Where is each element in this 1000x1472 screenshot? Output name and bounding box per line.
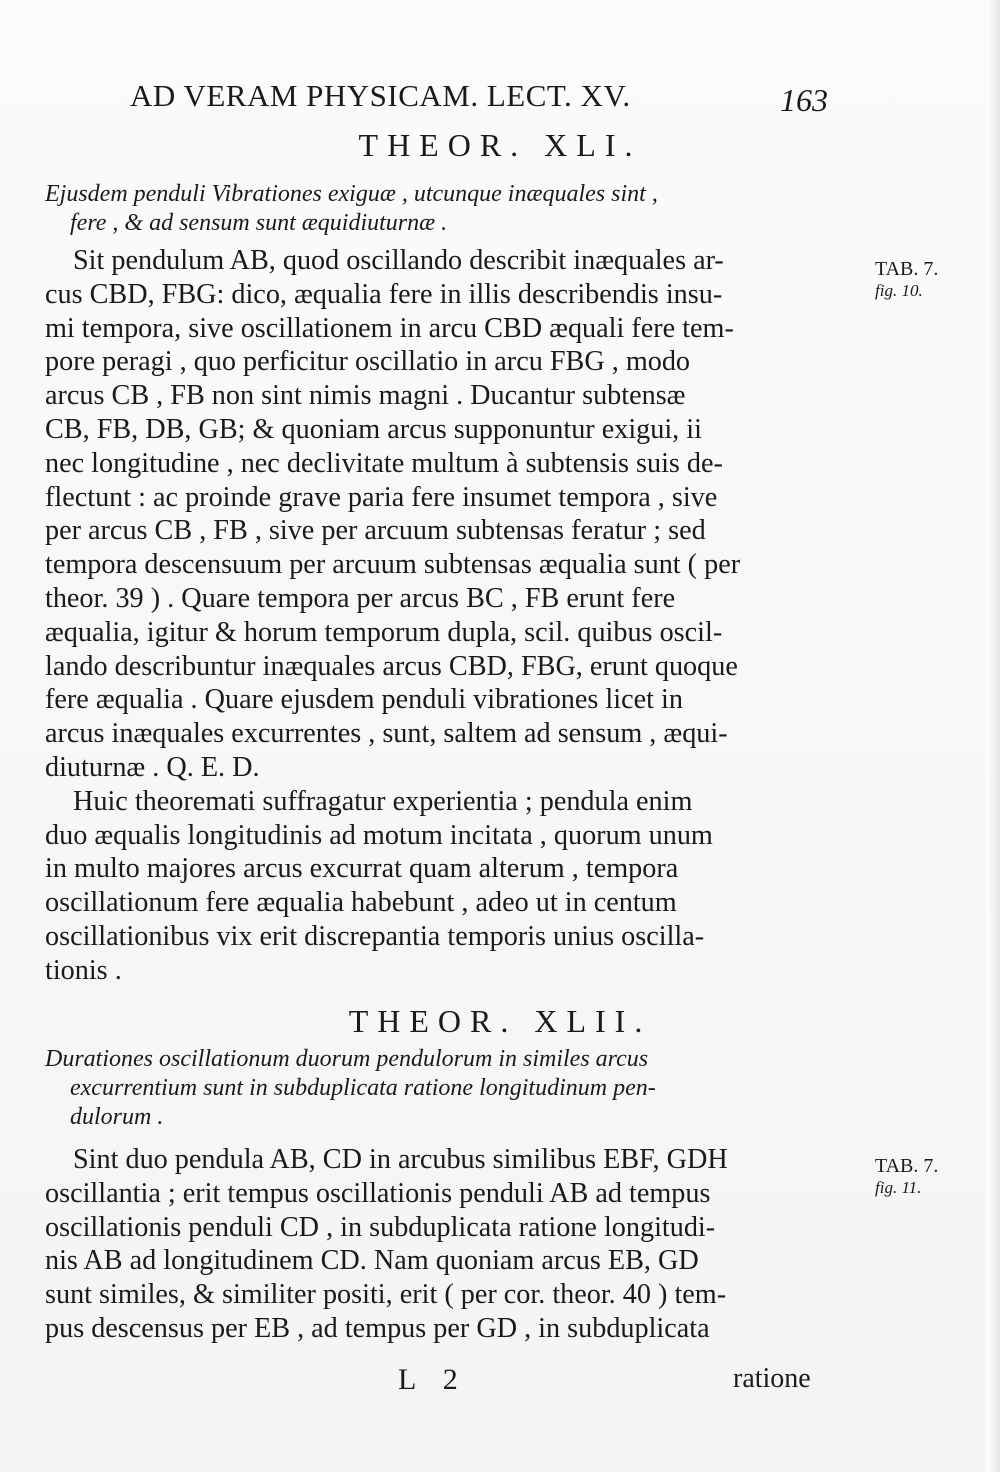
enunciation-line: excurrentium sunt in subduplicata ratione longitudinum pen- (70, 1075, 656, 1101)
text-line: oscillationis penduli CD , in subduplicata ratione longitudi- (45, 1211, 716, 1243)
enunciation-line: fere , & ad sensum sunt æquidiuturnæ . (70, 210, 448, 236)
text-line: oscillationibus vix erit discrepantia temporis unius oscilla- (45, 920, 705, 952)
text-line: per arcus CB , FB , sive per arcuum subtensas feratur ; sed (45, 515, 706, 547)
enunciation-line: Durationes oscillationum duorum pendulorum in similes arcus (45, 1046, 649, 1072)
text-line: in multo majores arcus excurrat quam alterum , tempora (45, 853, 679, 885)
figure-reference: fig. 11. (875, 1178, 922, 1197)
text-line: fere æqualia . Quare ejusdem penduli vibrationes licet in (45, 684, 683, 716)
enunciation-line: dulorum . (70, 1104, 164, 1130)
text-line: mi tempora, sive oscillationem in arcu CBD æquali fere tem- (45, 312, 734, 344)
text-line: pus descensus per EB , ad tempus per GD , in subduplicata (45, 1312, 710, 1344)
running-head: AD VERAM PHYSICAM. LECT. XV. (130, 78, 631, 113)
text-line: sunt similes, & similiter positi, erit ( per cor. theor. 40 ) tem- (45, 1279, 727, 1311)
theorem-42-proof (45, 1143, 875, 1346)
text-line: nec longitudine , nec declivitate multum à subtensis suis de- (45, 447, 723, 479)
theorem-41-title: THEOR. XLI. (358, 127, 642, 163)
enunciation-line: Ejusdem penduli Vibrationes exiguæ , utcunque inæquales sint , (45, 181, 658, 207)
text-line: Sint duo pendula AB, CD in arcubus similibus EBF, GDH (73, 1144, 728, 1175)
theorem-42-side-note (875, 1155, 985, 1199)
theorem-42-enunciation (45, 1045, 875, 1132)
theorem-41-side-note (875, 258, 985, 302)
tab-reference: TAB. 7. (875, 258, 939, 280)
text-line: lando describuntur inæquales arcus CBD, FBG, erunt quoque (45, 650, 738, 682)
text-line: cus CBD, FBG: dico, æqualia fere in illis describendis insu- (45, 278, 723, 310)
text-line: duo æqualis longitudinis ad motum incitata , quorum unum (45, 819, 713, 851)
page-number: 163 (780, 82, 828, 118)
text-line: arcus CB , FB non sint nimis magni . Ducantur subtensæ (45, 380, 686, 412)
text-line: arcus inæquales excurrentes , sunt, saltem ad sensum , æqui- (45, 718, 728, 750)
text-line: Sit pendulum AB, quod oscillando describit inæquales ar- (73, 245, 724, 276)
signature-mark: L 2 (398, 1363, 468, 1396)
theorem-41-enunciation (45, 180, 875, 238)
page-gutter-shadow (986, 0, 1000, 1472)
text-line: tionis . (45, 954, 122, 986)
text-line: æqualia, igitur & horum temporum dupla, scil. quibus oscil- (45, 616, 723, 648)
text-line: theor. 39 ) . Quare tempora per arcus BC , FB erunt fere (45, 582, 676, 614)
text-line: nis AB ad longitudinem CD. Nam quoniam arcus EB, GD (45, 1245, 699, 1277)
theorem-42-title: THEOR. XLII. (348, 1003, 652, 1039)
text-line: CB, FB, DB, GB; & quoniam arcus supponuntur exigui, ii (45, 413, 702, 445)
text-line: oscillationum fere æqualia habebunt , adeo ut in centum (45, 887, 677, 919)
catchword: ratione (733, 1363, 811, 1394)
text-line: Huic theoremati suffragatur experientia ; pendula enim (73, 785, 693, 817)
text-line: diuturnæ . Q. E. D. (45, 751, 260, 783)
text-line: pore peragi , quo perficitur oscillatio in arcu FBG , modo (45, 346, 691, 378)
theorem-41-proof (45, 244, 875, 988)
tab-reference: TAB. 7. (875, 1155, 939, 1177)
text-line: flectunt : ac proinde grave paria fere insumet tempora , sive (45, 481, 718, 513)
figure-reference: fig. 10. (875, 281, 923, 300)
text-line: oscillantia ; erit tempus oscillationis penduli AB ad tempus (45, 1177, 711, 1209)
text-line: tempora descensuum per arcuum subtensas æqualia sunt ( per (45, 549, 741, 581)
